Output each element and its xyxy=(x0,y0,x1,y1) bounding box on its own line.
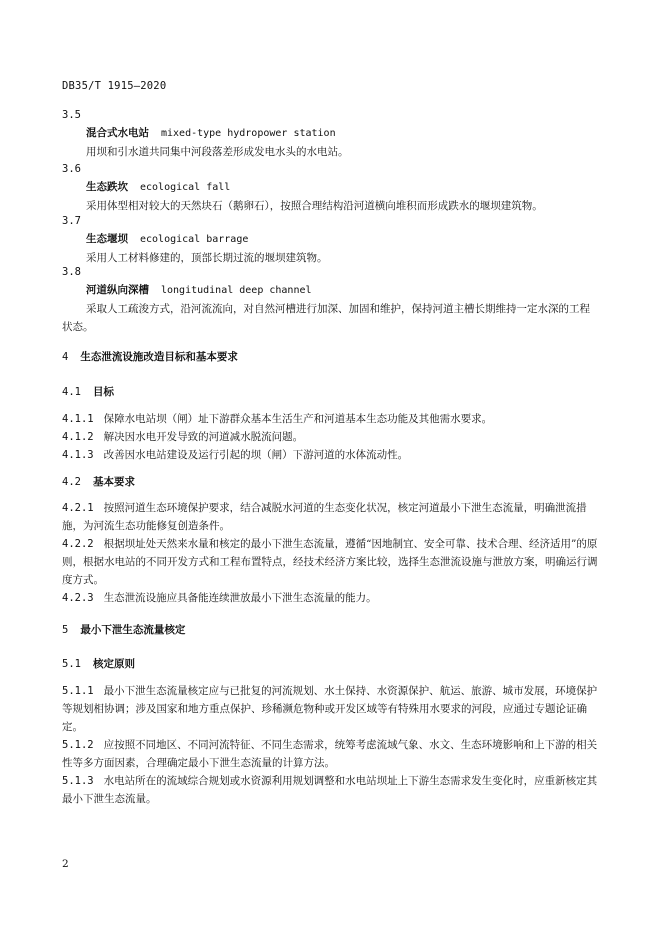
clause xyxy=(62,535,600,589)
clause-text: 按照河道生态环境保护要求，结合减脱水河道的生态变化状况，核定河道最小下泄生态流量，明确泄流措施，为河流生态功能修复创造条件。 xyxy=(62,502,587,532)
section-title: 生态泄流设施改造目标和基本要求 xyxy=(80,351,238,363)
clause-text: 改善因水电站建设及运行引起的坝（闸）下游河道的水体流动性。 xyxy=(103,449,409,461)
clause-number: 4.1.1 xyxy=(62,413,94,425)
subsection-number: 4.2 xyxy=(62,476,81,488)
term-english: mixed-type hydropower station xyxy=(161,128,336,139)
term-entry xyxy=(62,106,600,161)
term-number: 3.7 xyxy=(62,215,81,227)
term-definition: 采取人工疏浚方式，沿河流流向，对自然河槽进行加深、加固和维护，保持河道主槽长期维持一定水深的工程状态。 xyxy=(62,303,590,333)
section-heading xyxy=(62,349,238,365)
clause-text: 解决因水电开发导致的河道减水脱流问题。 xyxy=(103,431,304,443)
term-entry xyxy=(62,212,600,267)
term-number: 3.6 xyxy=(62,163,81,175)
clause-number: 4.1.2 xyxy=(62,431,94,443)
term-title xyxy=(62,281,600,300)
clause-number: 4.2.3 xyxy=(62,592,94,604)
clause xyxy=(62,428,600,446)
clause xyxy=(62,682,600,736)
term-definition: 采用体型相对较大的天然块石（鹅卵石），按照合理结构沿河道横向堆积而形成跌水的堰坝建筑物。 xyxy=(86,200,543,212)
subsection-heading xyxy=(62,656,135,672)
section-heading xyxy=(62,622,185,638)
term-entry xyxy=(62,263,600,336)
clause xyxy=(62,446,600,464)
clause-text: 生态泄流设施应具备能连续泄放最小下泄生态流量的能力。 xyxy=(103,592,377,604)
term-english: ecological barrage xyxy=(140,234,249,245)
term-number: 3.8 xyxy=(62,266,81,278)
section-number: 4 xyxy=(62,351,69,363)
clause xyxy=(62,499,600,535)
document-code: DB35/T 1915—2020 xyxy=(62,80,167,92)
subsection-title: 核定原则 xyxy=(92,658,135,670)
subsection-title: 基本要求 xyxy=(92,476,135,488)
clause-number: 5.1.1 xyxy=(62,685,94,697)
term-definition: 用坝和引水道共同集中河段落差形成发电水头的水电站。 xyxy=(86,146,349,158)
subsection-number: 5.1 xyxy=(62,658,81,670)
clause-number: 5.1.2 xyxy=(62,739,94,751)
subsection-heading xyxy=(62,384,114,400)
clause xyxy=(62,589,600,607)
term-number: 3.5 xyxy=(62,109,81,121)
term-title xyxy=(62,178,600,197)
term-title xyxy=(62,124,600,143)
clause-number: 4.2.2 xyxy=(62,538,94,550)
term-english: longitudinal deep channel xyxy=(161,285,312,296)
clause xyxy=(62,772,600,808)
section-title: 最小下泄生态流量核定 xyxy=(80,624,186,636)
clause-number: 4.2.1 xyxy=(62,502,94,514)
clause-text: 最小下泄生态流量核定应与已批复的河流规划、水土保持、水资源保护、航运、旅游、城市发展，环境保护等规划相协调；涉及国家和地方重点保护、珍稀濒危物种或开发区域等有特殊用水要求的河段，应通过专题论证确定。 xyxy=(62,685,598,733)
clause-text: 根据坝址处天然来水量和核定的最小下泄生态流量，遵循“因地制宜、安全可靠、技术合理、经济适用”的原则，根据水电站的不同开发方式和工程布置特点，经技术经济方案比较，选择生态泄流设施与泄放方案，明确运行调度方式。 xyxy=(62,538,598,586)
subsection-heading xyxy=(62,474,135,490)
clause xyxy=(62,410,600,428)
section-number: 5 xyxy=(62,624,69,636)
term-chinese: 混合式水电站 xyxy=(86,127,149,139)
term-title xyxy=(62,230,600,249)
term-english: ecological fall xyxy=(140,182,231,193)
page-number: 2 xyxy=(62,858,69,870)
term-chinese: 河道纵向深槽 xyxy=(86,284,149,296)
term-entry xyxy=(62,160,600,215)
clause-text: 应按照不同地区、不同河流特征、不同生态需求，统筹考虑流域气象、水文、生态环境影响和上下游的相关性等多方面因素，合理确定最小下泄生态流量的计算方法。 xyxy=(62,739,598,769)
clause-text: 水电站所在的流域综合规划或水资源利用规划调整和水电站坝址上下游生态需求发生变化时，应重新核定其最小下泄生态流量。 xyxy=(62,775,598,805)
clause-text: 保障水电站坝（闸）址下游群众基本生活生产和河道基本生态功能及其他需水要求。 xyxy=(103,413,493,425)
term-chinese: 生态堰坝 xyxy=(86,233,128,245)
term-definition: 采用人工材料修建的，顶部长期过流的堰坝建筑物。 xyxy=(86,252,328,264)
term-chinese: 生态跌坎 xyxy=(86,181,128,193)
clause-number: 5.1.3 xyxy=(62,775,94,787)
subsection-title: 目标 xyxy=(92,386,114,398)
clause xyxy=(62,736,600,772)
subsection-number: 4.1 xyxy=(62,386,81,398)
clause-number: 4.1.3 xyxy=(62,449,94,461)
